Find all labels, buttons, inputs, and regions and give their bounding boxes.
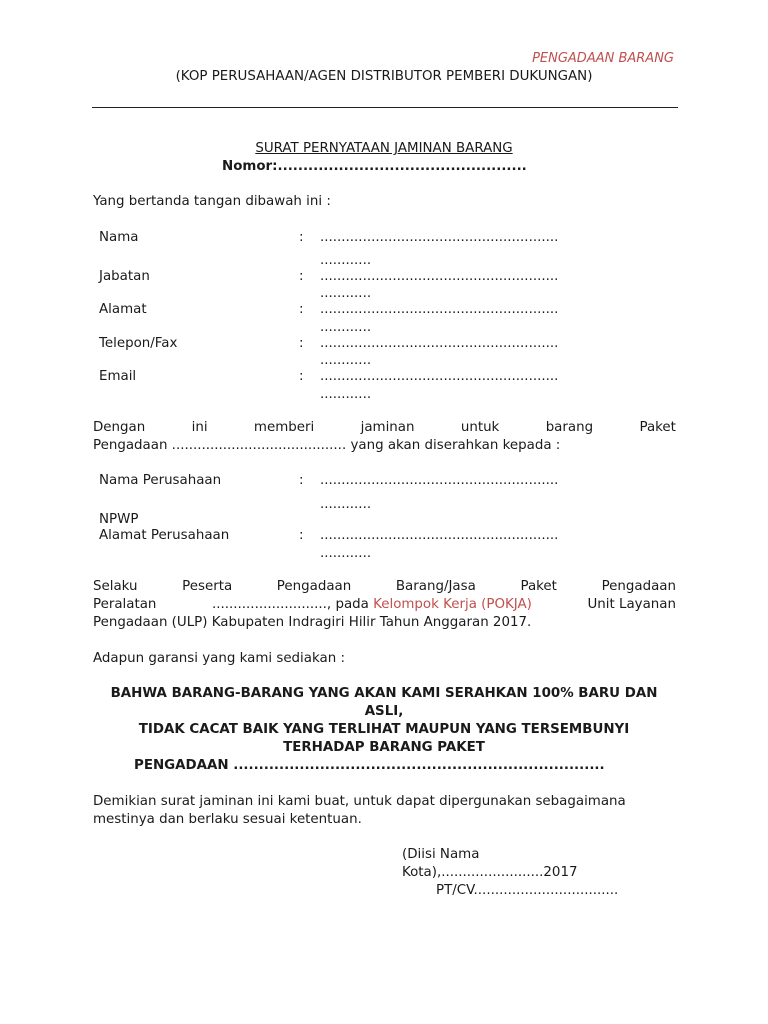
pokja-highlight: Kelompok Kerja (POKJA): [373, 597, 532, 612]
field-colon: :: [299, 336, 304, 351]
field-value-nama-perusahaan: ........................................................: [320, 473, 559, 488]
selaku-paragraph-line2: Peralatan ..........................., pada Kelompok Kerja (POKJA) Unit Layanan: [93, 597, 676, 612]
statement-line4: TERHADAP BARANG PAKET: [283, 740, 485, 755]
header-divider: [92, 107, 678, 108]
letterhead-placeholder: (KOP PERUSAHAAN/AGEN DISTRIBUTOR PEMBERI DUKUNGAN): [175, 69, 593, 84]
field-label-nama: Nama: [99, 230, 139, 245]
field-value-telepon-wrap: ............: [320, 353, 372, 368]
selaku-paragraph-line1: Selaku Peserta Pengadaan Barang/Jasa Paket Pengadaan: [93, 579, 676, 594]
field-label-nama-perusahaan: Nama Perusahaan: [99, 473, 222, 488]
field-value-telepon: ........................................................: [320, 336, 559, 351]
field-value-nama-wrap: ............: [320, 253, 372, 268]
guarantee-paragraph-line2: Pengadaan ......................................... yang akan diserahkan kepada :: [93, 438, 561, 453]
garansi-intro: Adapun garansi yang kami sediakan :: [93, 651, 345, 666]
signature-company: PT/CV..................................: [436, 883, 619, 898]
field-colon: :: [299, 269, 304, 284]
field-colon: :: [299, 369, 304, 384]
intro-text: Yang bertanda tangan dibawah ini :: [93, 194, 331, 209]
field-label-jabatan: Jabatan: [99, 269, 150, 284]
field-label-email: Email: [99, 369, 137, 384]
statement-line1: BAHWA BARANG-BARANG YANG AKAN KAMI SERAHKAN 100% BARU DAN: [110, 686, 658, 701]
field-colon: :: [299, 473, 304, 488]
field-value-nama: ........................................................: [320, 230, 559, 245]
signature-city-line1: (Diisi Nama: [402, 847, 480, 862]
document-tag: PENGADAAN BARANG: [532, 51, 674, 66]
signature-city-line2: Kota),........................2017: [402, 865, 578, 880]
document-number: Nomor:.................................................: [222, 159, 527, 174]
field-value-alamat-wrap: ............: [320, 320, 372, 335]
selaku-paragraph-line3: Pengadaan (ULP) Kabupaten Indragiri Hilir Tahun Anggaran 2017.: [93, 615, 532, 630]
field-value-nama-perusahaan-wrap: ............: [320, 497, 372, 512]
field-value-email-wrap: ............: [320, 387, 372, 402]
field-label-alamat-perusahaan: Alamat Perusahaan: [99, 528, 230, 543]
closing-paragraph-line2: mestinya dan berlaku sesuai ketentuan.: [93, 812, 362, 827]
closing-paragraph-line1: Demikian surat jaminan ini kami buat, untuk dapat dipergunakan sebagaimana: [93, 794, 626, 809]
field-value-jabatan: ........................................................: [320, 269, 559, 284]
field-value-alamat-perusahaan-wrap: ............: [320, 546, 372, 561]
field-colon: :: [299, 528, 304, 543]
guarantee-paragraph-line1: Dengan ini memberi jaminan untuk barang Paket: [93, 420, 676, 435]
field-colon: :: [299, 302, 304, 317]
statement-line3: TIDAK CACAT BAIK YANG TERLIHAT MAUPUN YANG TERSEMBUNYI: [138, 722, 630, 737]
field-label-alamat: Alamat: [99, 302, 147, 317]
field-value-email: ........................................................: [320, 369, 559, 384]
statement-line5: PENGADAAN .........................................................................: [134, 758, 605, 773]
field-colon: :: [299, 230, 304, 245]
field-value-jabatan-wrap: ............: [320, 286, 372, 301]
document-title: SURAT PERNYATAAN JAMINAN BARANG: [255, 141, 513, 156]
field-value-alamat-perusahaan: ........................................................: [320, 528, 559, 543]
field-label-telepon: Telepon/Fax: [99, 336, 178, 351]
field-value-alamat: ........................................................: [320, 302, 559, 317]
statement-line2: ASLI,: [364, 704, 404, 719]
field-label-npwp: NPWP: [99, 512, 139, 527]
